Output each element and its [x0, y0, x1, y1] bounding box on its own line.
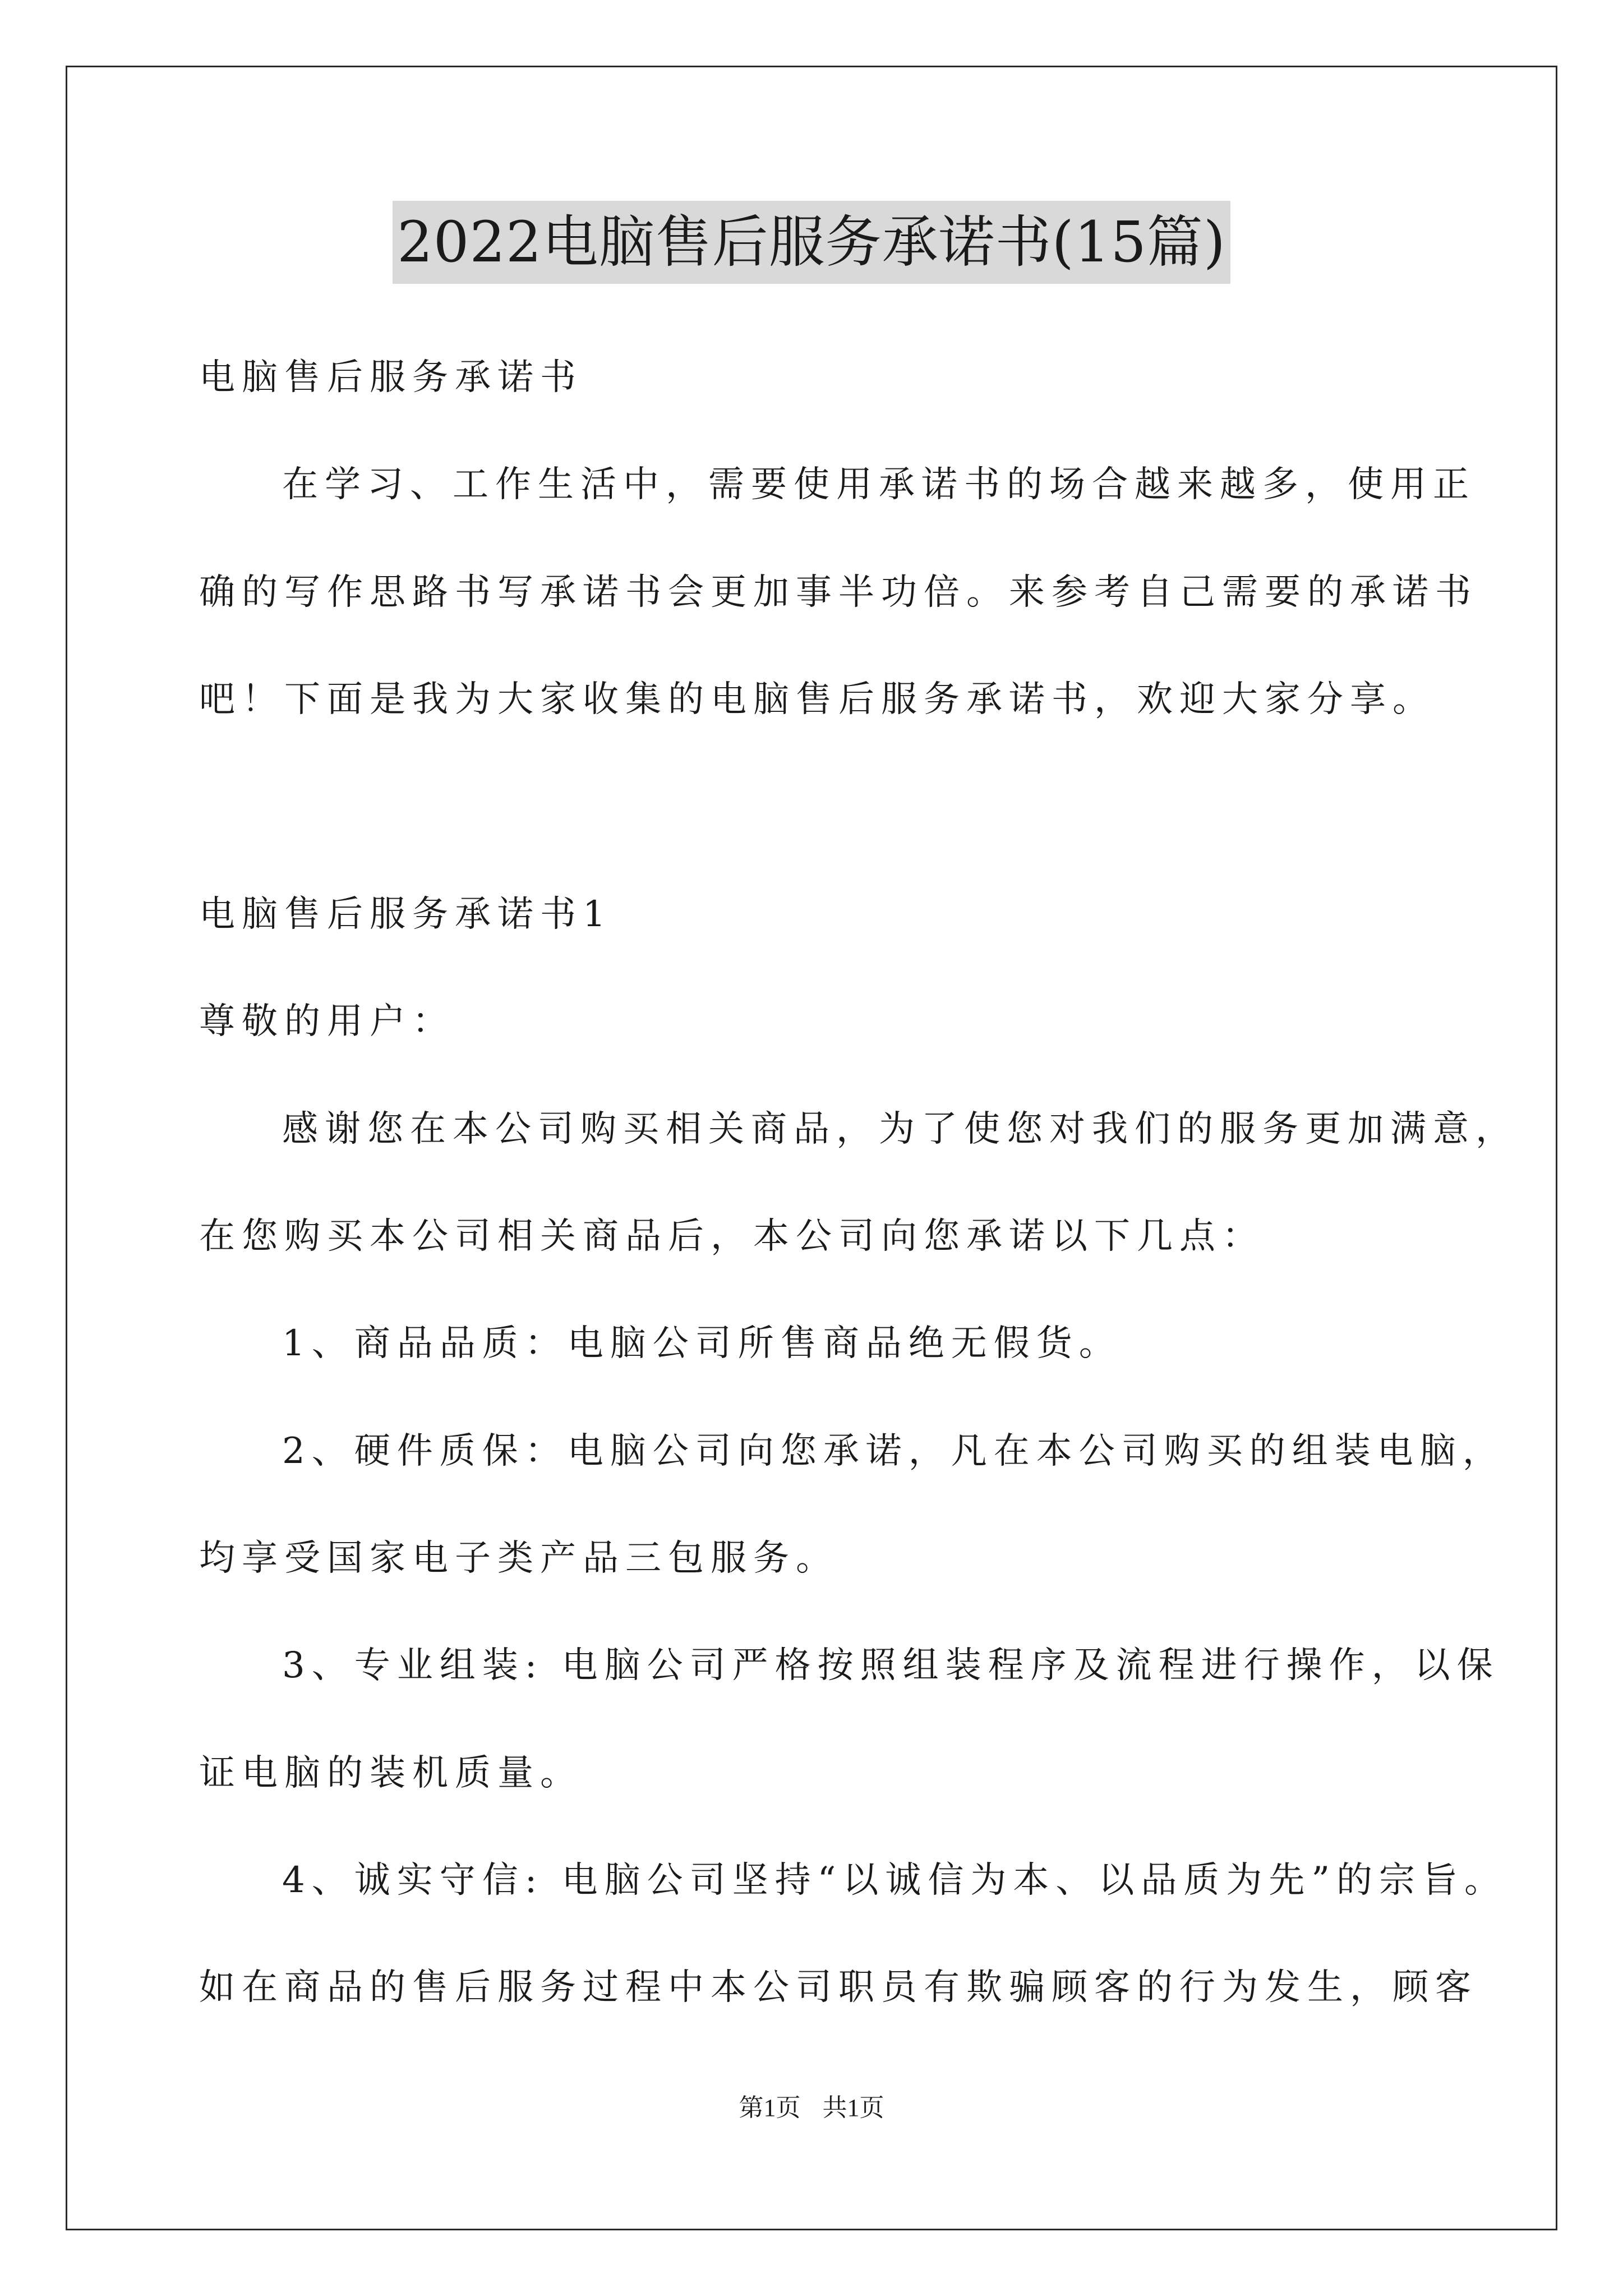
body-line: 如在商品的售后服务过程中本公司职员有欺骗顾客的行为发生，顾客: [199, 1967, 1478, 2008]
section-heading: 电脑售后服务承诺书: [199, 357, 583, 398]
page-footer: [0, 2091, 1623, 2125]
salutation: 尊敬的用户：: [199, 1001, 455, 1042]
list-item: 4、诚实守信: 电脑公司坚持“以诚信为本、以品质为先”的宗旨。: [282, 1860, 1507, 1901]
document-title: 2022电脑售后服务承诺书(15篇): [393, 201, 1230, 284]
body-line: 确的写作思路书写承诺书会更加事半功倍。来参考自己需要的承诺书: [199, 572, 1478, 613]
body-line: 感谢您在本公司购买相关商品，为了使您对我们的服务更加满意，: [282, 1108, 1518, 1150]
list-item: 1、商品品质：电脑公司所售商品绝无假货。: [282, 1323, 1122, 1364]
list-item: 2、硬件质保：电脑公司向您承诺，凡在本公司购买的组装电脑，: [282, 1430, 1505, 1472]
body-line: 均享受国家电子类产品三包服务。: [199, 1538, 838, 1579]
page-number: 第1页: [739, 2094, 801, 2122]
title-container: [0, 201, 1623, 284]
body-line: 证电脑的装机质量。: [199, 1752, 583, 1794]
section-heading: 电脑售后服务承诺书1: [199, 894, 612, 935]
list-item: 3、专业组装: 电脑公司严格按照组装程序及流程进行操作，以保: [282, 1645, 1500, 1686]
body-line: 吧！下面是我为大家收集的电脑售后服务承诺书，欢迎大家分享。: [199, 679, 1435, 720]
body-line: 在学习、工作生活中，需要使用承诺书的场合越来越多，使用正: [282, 464, 1476, 505]
body-line: 在您购买本公司相关商品后，本公司向您承诺以下几点：: [199, 1216, 1265, 1257]
page-total: 共1页: [822, 2094, 884, 2122]
